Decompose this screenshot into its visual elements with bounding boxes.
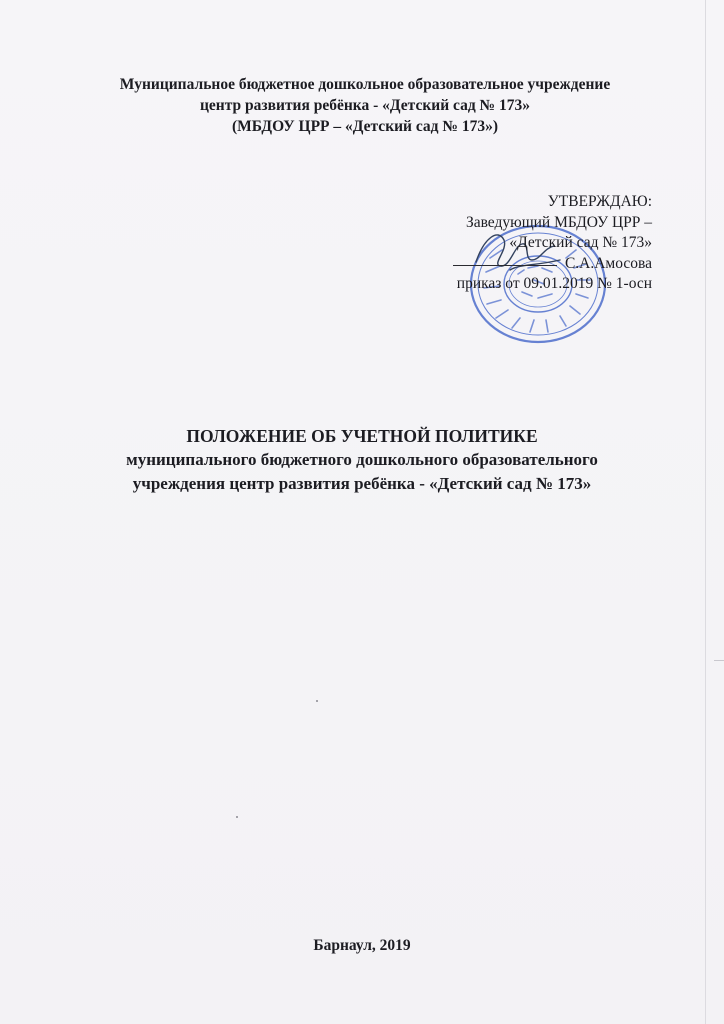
- approval-signer: С.А.Амосова: [564, 254, 652, 272]
- header-line-2: центр развития ребёнка - «Детский сад № 173»: [200, 97, 530, 114]
- title-line-1: ПОЛОЖЕНИЕ ОБ УЧЕТНОЙ ПОЛИТИКЕ: [186, 426, 538, 446]
- paper-edge: [705, 0, 706, 1024]
- approval-signature-row: [453, 254, 652, 275]
- document-title: [40, 424, 684, 496]
- approval-order: приказ от 09.01.2019 № 1-осн: [456, 275, 652, 292]
- title-line-2: муниципального бюджетного дошкольного образовательного: [126, 450, 598, 469]
- approval-block: [453, 192, 652, 295]
- paper-speck: [236, 816, 238, 818]
- place-year: Барнаул, 2019: [313, 937, 411, 954]
- header-line-1: Муниципальное бюджетное дошкольное образовательное учреждение: [119, 76, 611, 93]
- title-line-3: учреждения центр развития ребёнка - «Детский сад № 173»: [132, 474, 592, 493]
- paper-edge-mark: [714, 660, 724, 661]
- paper-speck: [316, 700, 318, 702]
- approval-position: Заведующий МБДОУ ЦРР –: [465, 213, 652, 231]
- institution-header: [60, 74, 670, 137]
- approval-institution: «Детский сад № 173»: [509, 234, 652, 251]
- approval-heading: УТВЕРЖДАЮ:: [547, 193, 652, 210]
- signature-line: [453, 265, 557, 266]
- header-line-3: (МБДОУ ЦРР – «Детский сад № 173»): [231, 118, 499, 135]
